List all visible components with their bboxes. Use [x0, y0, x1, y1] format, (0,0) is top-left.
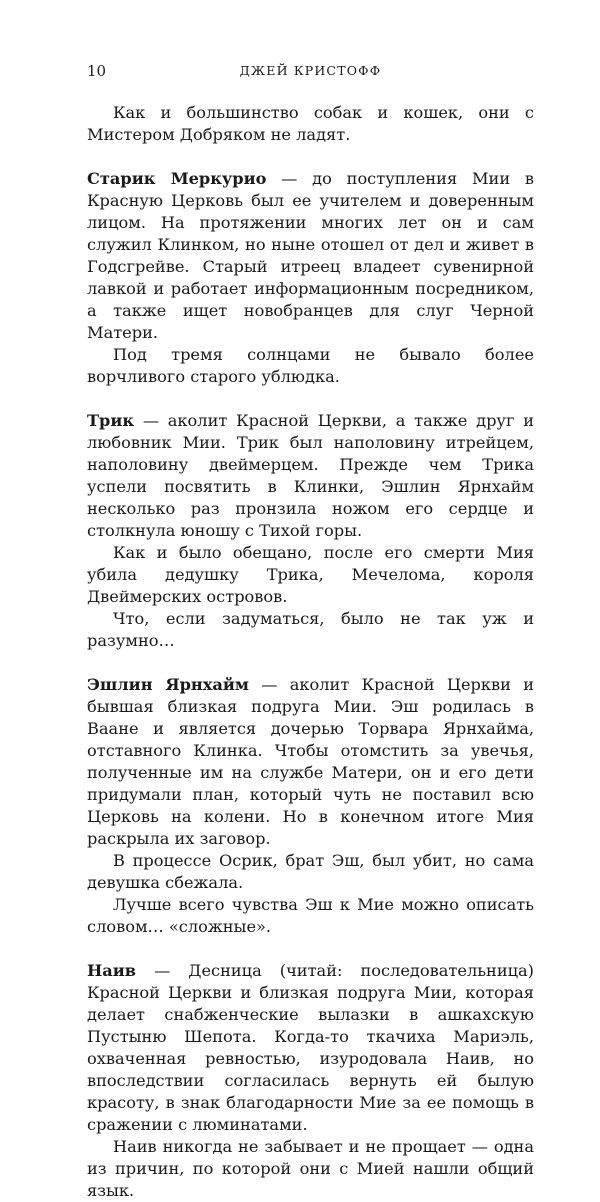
entry-description: — аколит Красной Церкви и бывшая близкая подруга Мии. Эш родилась в Ваане и является дочерью Торвара Ярнхайма, отставного Клинка. Чтобы отомстить за увечья, полученные им на службе Матери, он и его дети придумали план, который чуть не поставил всю Церковь на колени. Но в конечном итоге Мия раскрыла их заговор.	[87, 675, 534, 848]
character-name: Трик	[87, 411, 135, 430]
entry-description: — Десница (читай: последовательница) Красной Церкви и близкая подруга Мии, которая делает снабженческие вылазки в ашкахскую Пустыню Шепота. Когда-то ткачиха Мариэль, охваченная ревностью, изуродовала Наив, но впоследствии согласилась вернуть ей былую красоту, в знак благодарности Мие за ее помощь в сражении с люминатами.	[87, 961, 534, 1134]
character-name: Эшлин Ярнхайм	[87, 675, 249, 694]
entry-paragraph: Наив никогда не забывает и не прощает — одна из причин, по которой они с Мией нашли общий язык.	[87, 1137, 534, 1200]
entry-lead-paragraph	[87, 674, 534, 850]
section-gap	[87, 938, 534, 960]
entry-mercurio	[87, 168, 534, 388]
entry-trik	[87, 410, 534, 652]
character-name: Старик Меркурио	[87, 169, 267, 188]
entry-paragraph: Под тремя солнцами не бывало более ворчливого старого ублюдка.	[87, 345, 534, 386]
entry-paragraph: Лучше всего чувства Эш к Мие можно описать словом… «сложные».	[87, 895, 534, 936]
entry-description: — до поступления Мии в Красную Церковь был ее учителем и доверенным лицом. На протяжении многих лет он и сам служил Клинком, но ныне отошел от дел и живет в Годсгрейве. Старый итреец владеет сувенирной лавкой и работает информационным посредником, а также ищет новобранцев для слуг Черной Матери.	[87, 169, 534, 342]
body-text	[87, 102, 534, 1202]
entry-ashlin	[87, 674, 534, 938]
entry-lead-paragraph	[87, 410, 534, 542]
entry-paragraph: В процессе Осрик, брат Эш, был убит, но сама девушка сбежала.	[87, 851, 534, 892]
running-head: ДЖЕЙ КРИСТОФФ	[239, 63, 382, 78]
page-number: 10	[87, 62, 107, 80]
section-gap	[87, 652, 534, 674]
entry-naiv	[87, 960, 534, 1202]
entry-description: — аколит Красной Церкви, а также друг и любовник Мии. Трик был наполовину итрейцем, наполовину двеймерцем. Прежде чем Трика успели посвятить в Клинки, Эшлин Ярнхайм несколько раз пронзила ножом его сердце и столкнула юношу с Тихой горы.	[87, 411, 534, 540]
section-gap	[87, 146, 534, 168]
intro-paragraph: Как и большинство собак и кошек, они с Мистером Добряком не ладят.	[87, 103, 534, 144]
section-gap	[87, 388, 534, 410]
entry-lead-paragraph	[87, 960, 534, 1136]
character-name: Наив	[87, 961, 137, 980]
entry-lead-paragraph	[87, 168, 534, 344]
entry-paragraph: Как и было обещано, после его смерти Мия убила дедушку Трика, Мечелома, короля Двеймерских островов.	[87, 543, 534, 606]
page-header	[87, 62, 534, 84]
entry-paragraph: Что, если задуматься, было не так уж и разумно…	[87, 609, 534, 650]
